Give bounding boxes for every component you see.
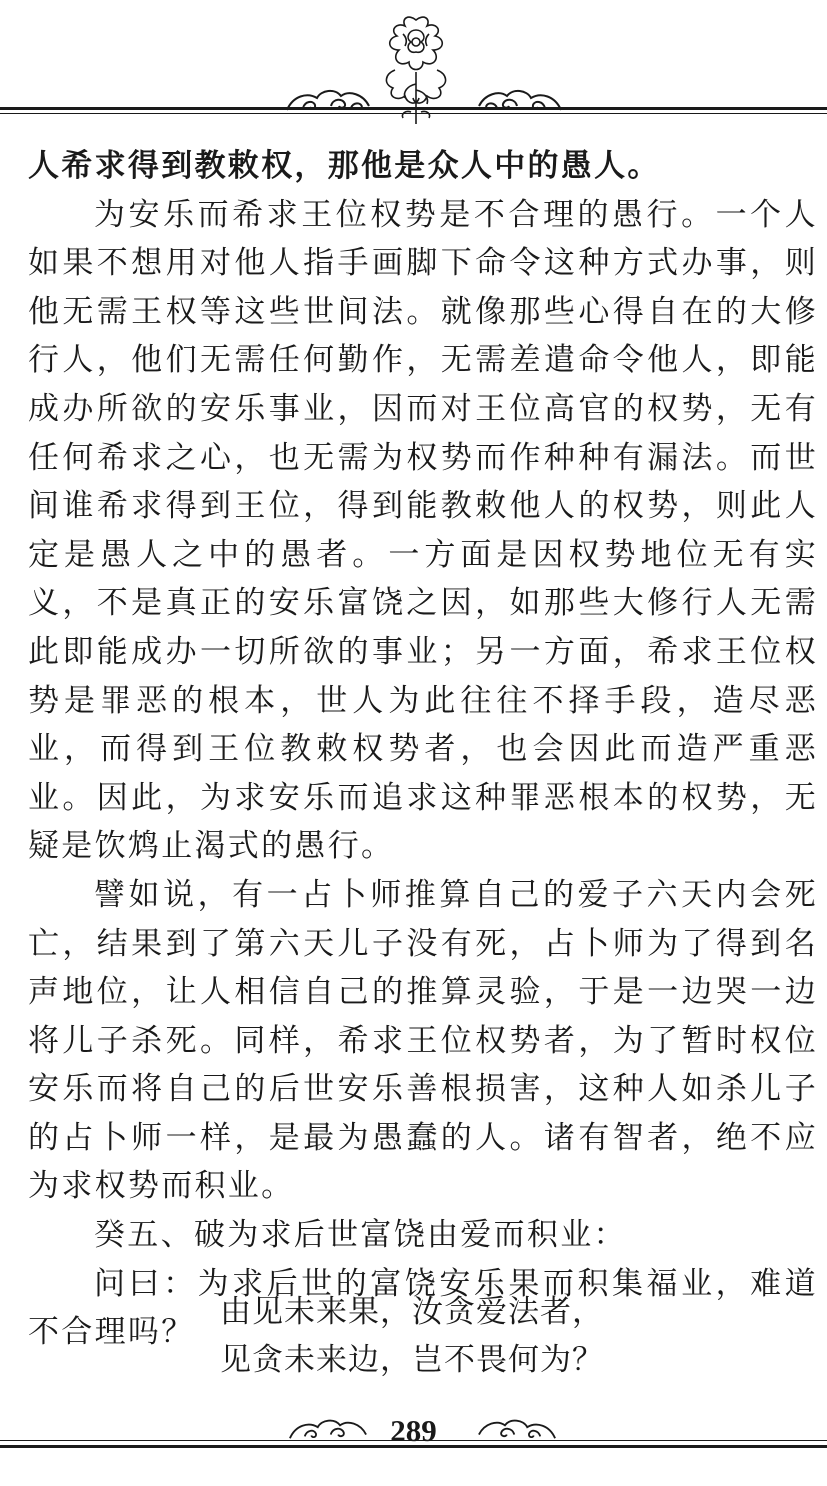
footer-right-cloud-scroll-icon bbox=[474, 1416, 560, 1442]
section-heading: 癸五、破为求后世富饶由爱而积业： bbox=[94, 1217, 627, 1254]
verse-block bbox=[28, 1288, 818, 1384]
peony-flower-icon bbox=[375, 12, 457, 126]
question-paragraph: 问曰：为求后世的富饶安乐果而积集福业，难道不合理吗？ bbox=[28, 1265, 818, 1351]
paragraph-commentary: 为安乐而希求王位权势是不合理的愚行。一个人如果不想用对他人指手画脚下命令这种方式办事，则他无需王权等这些世间法。就像那些心得自在的大修行人，他们无需任何勤作，无需差遣命令他人，即能成办所欲的安乐事业，因而对王位高官的权势，无有任何希求之心，也无需为权势而作种种有漏法。而世间谁希求得到王位，得到能教敕他人的权势，则此人定是愚人之中的愚者。一方面是因权势地位无有实义，不是真正的安乐富饶之因，如那些大修行人无需此即能成办一切所欲的事业；另一方面，希求王位权势是罪恶的根本，世人为此往往不择手段，造尽恶业，而得到王位教敕权势者，也会因此而造严重恶业。因此，为求安乐而追求这种罪恶根本的权势，无疑是饮鸩止渴式的愚行。 bbox=[28, 196, 818, 865]
left-cloud-scroll-icon bbox=[283, 86, 373, 114]
right-cloud-scroll-icon bbox=[475, 86, 565, 114]
paragraph-analogy: 譬如说，有一占卜师推算自己的爱子六天内会死亡，结果到了第六天儿子没有死，占卜师为了得到名声地位，让人相信自己的推算灵验，于是一边哭一边将儿子杀死。同样，希求王位权势者，为了暂时权位安乐而将自己的后世安乐善根损害，这种人如杀儿子的占卜师一样，是最为愚蠢的人。诸有智者，绝不应为求权势而积业。 bbox=[28, 876, 818, 1205]
body-text bbox=[28, 142, 818, 1357]
verse-line-1: 由见未来果，汝贪爱法者， bbox=[220, 1294, 604, 1330]
paragraph-continued: 人希求得到教敕权，那他是众人中的愚人。 bbox=[28, 148, 661, 184]
verse-line-2: 见贪未来边，岂不畏何为？ bbox=[220, 1342, 604, 1378]
page-number: 289 bbox=[390, 1413, 437, 1448]
